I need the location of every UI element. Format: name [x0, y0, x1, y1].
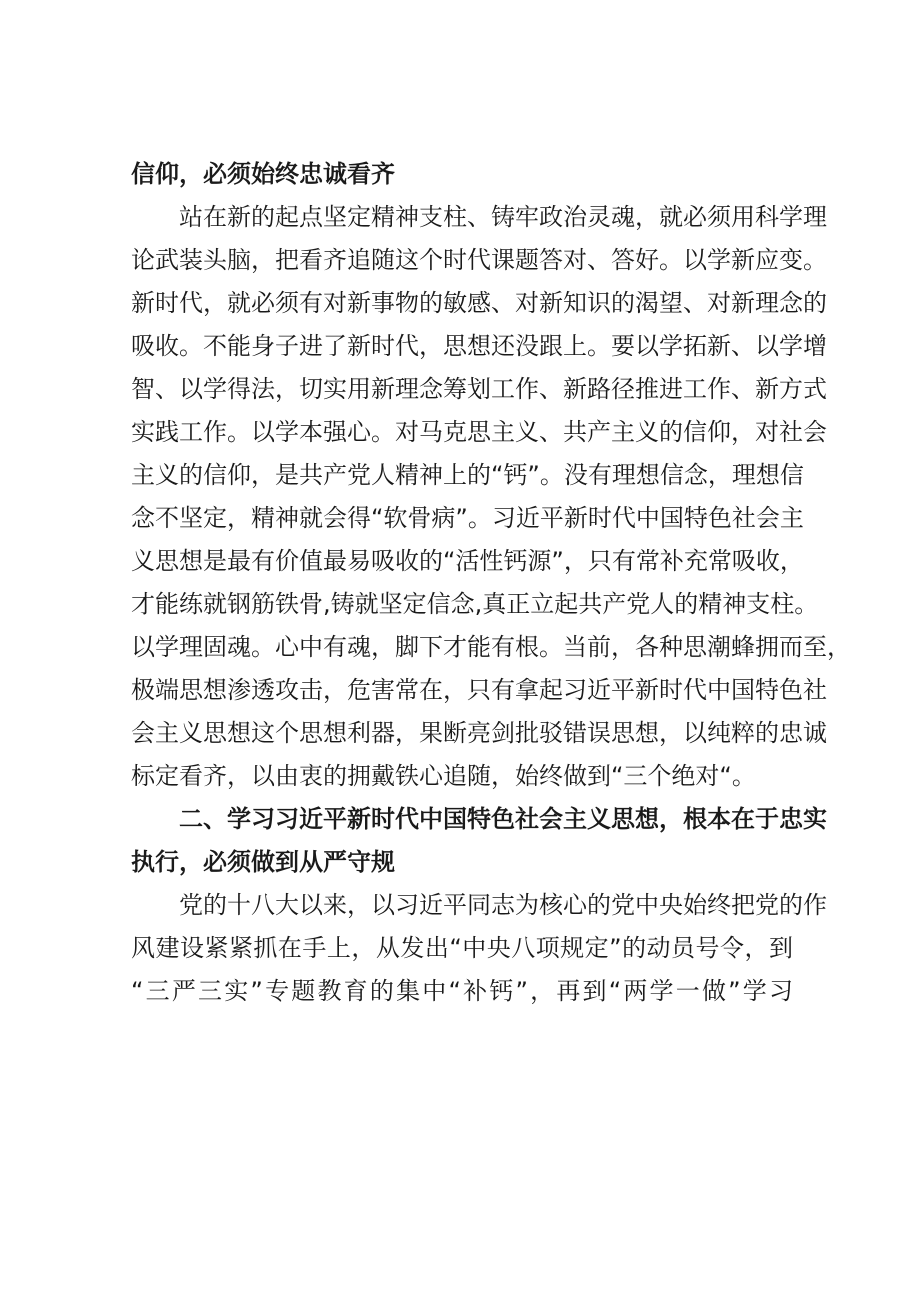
paragraph-line: 吸收。不能身子进了新时代，思想还没跟上。要以学拓新、以学增 — [131, 332, 827, 360]
section-heading-2 — [131, 798, 827, 884]
body-paragraph-1 — [131, 196, 851, 798]
paragraph-line: 论武装头脑，把看齐追随这个时代课题答对、答好。以学新应变。 — [131, 246, 827, 274]
paragraph-line: 实践工作。以学本强心。对马克思主义、共产主义的信仰，对社会 — [131, 418, 827, 446]
section-heading-continuation: 信仰，必须始终忠诚看齐 — [131, 160, 395, 188]
paragraph-line: 会主义思想这个思想利器，果断亮剑批驳错误思想，以纯粹的忠诚 — [131, 719, 827, 747]
heading-line: 二、学习习近平新时代中国特色社会主义思想，根本在于忠实 — [179, 805, 827, 833]
paragraph-line: 风建设紧紧抓在手上，从发出“中央八项规定”的动员号令，到 — [131, 934, 793, 962]
document-body — [131, 153, 851, 1013]
paragraph-line: 主义的信仰，是共产党人精神上的“钙”。没有理想信念，理想信 — [131, 461, 804, 489]
paragraph-line: 才能练就钢筋铁骨,铸就坚定信念,真正立起共产党人的精神支柱。 — [131, 590, 819, 618]
paragraph-line: 极端思想渗透攻击，危害常在，只有拿起习近平新时代中国特色社 — [131, 676, 827, 704]
paragraph-line: 以学理固魂。心中有魂，脚下才能有根。当前，各种思潮蜂拥而至， — [131, 633, 851, 661]
paragraph-line: 智、以学得法，切实用新理念筹划工作、新路径推进工作、新方式 — [131, 375, 827, 403]
paragraph-line: 党的十八大以来，以习近平同志为核心的党中央始终把党的作 — [179, 891, 827, 919]
paragraph-line: 义思想是最有价值最易吸收的“活性钙源”，只有常补充常吸收， — [131, 547, 804, 575]
paragraph-line: “三严三实”专题教育的集中“补钙”，再到“两学一做”学习 — [131, 977, 793, 1005]
paragraph-line: 新时代，就必须有对新事物的敏感、对新知识的渴望、对新理念的 — [131, 289, 827, 317]
heading-line: 执行，必须做到从严守规 — [131, 848, 395, 876]
body-paragraph-2 — [131, 884, 827, 1013]
paragraph-line: 标定看齐，以由衷的拥戴铁心追随，始终做到“三个绝对“。 — [131, 762, 756, 790]
paragraph-line: 站在新的起点坚定精神支柱、铸牢政治灵魂，就必须用科学理 — [179, 203, 827, 231]
paragraph-line: 念不坚定，精神就会得“软骨病”。习近平新时代中国特色社会主 — [131, 504, 804, 532]
